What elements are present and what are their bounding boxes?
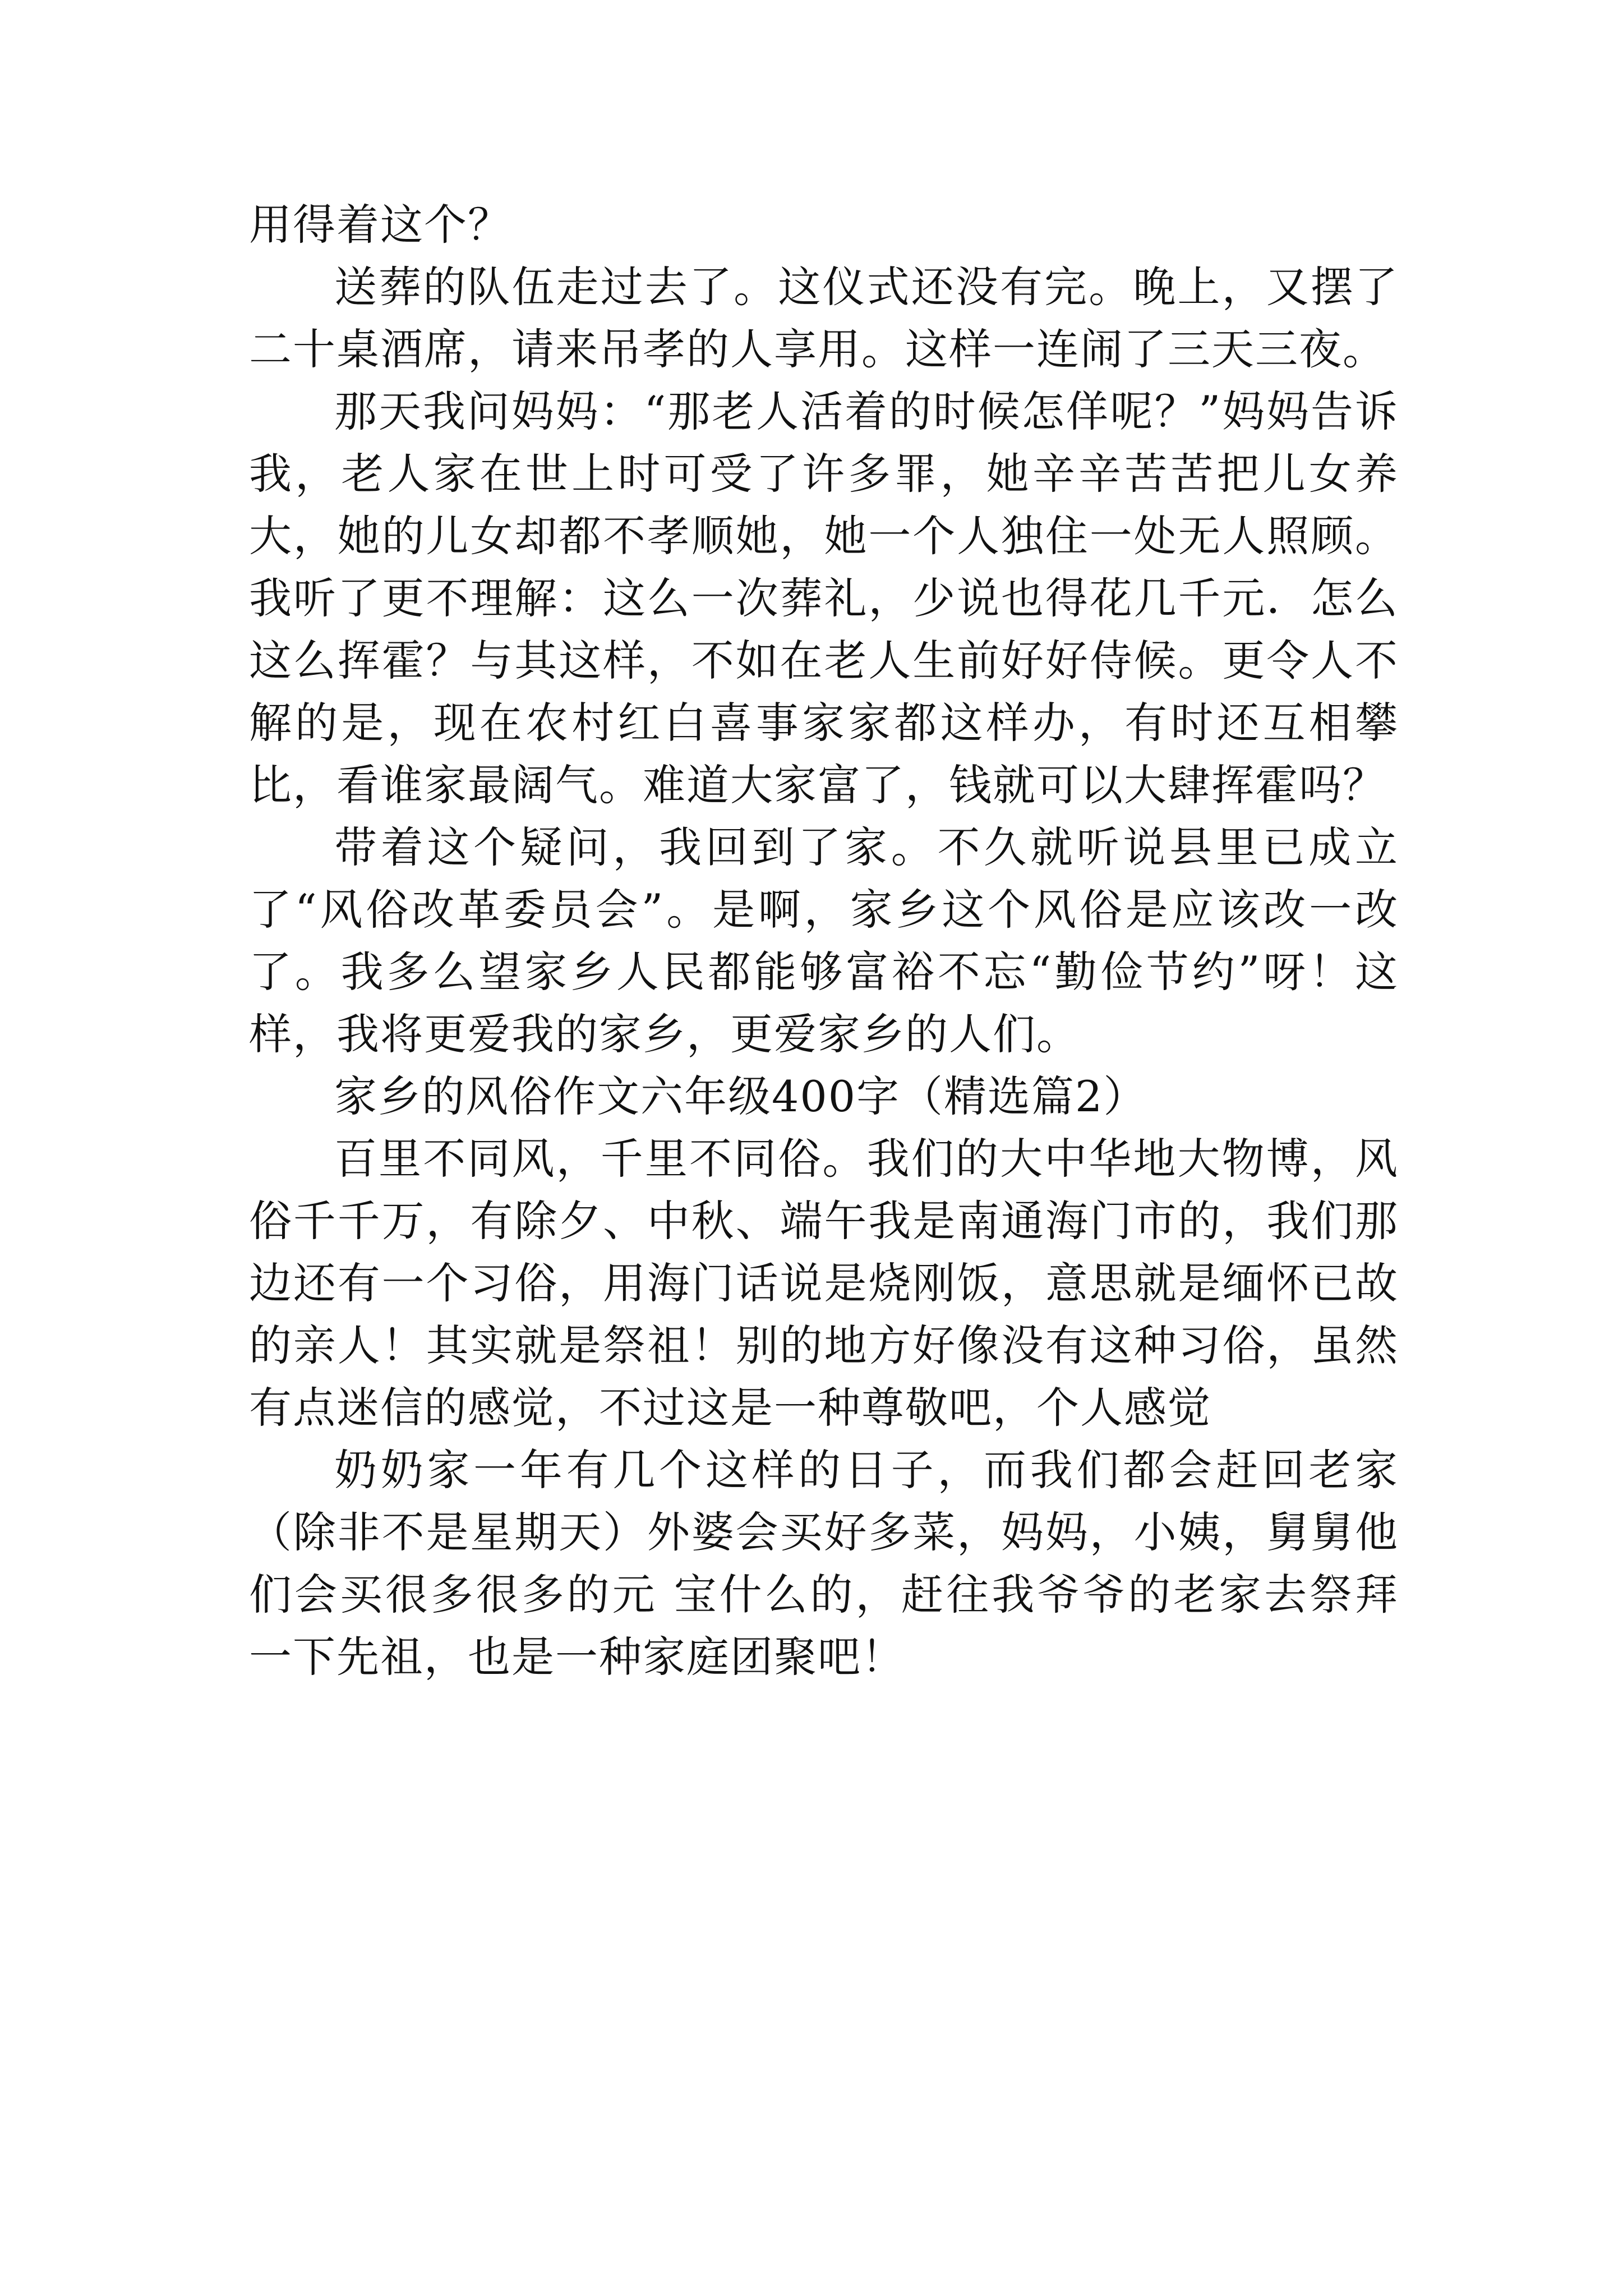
paragraph-funeral-procession: 送葬的队伍走过去了。这仪式还没有完。晚上，又摆了二十桌酒席，请来吊孝的人享用。这样一连闹了三天三夜。 <box>249 262 1399 374</box>
article-body <box>249 194 1399 1688</box>
paragraph-asking-mother: 那天我问妈妈：“那老人活着的时候怎佯呢？”妈妈告诉我，老人家在世上时可受了许多罪，她辛辛苦苦把儿女养大，她的儿女却都不孝顺她，她一个人独住一处无人照顾。我听了更不理解：这么一次葬礼，少说也得花几千元．怎么这么挥霍？与其这样，不如在老人生前好好侍候。更令人不解的是，现在农村红白喜事家家都这样办，有时还互相攀比，看谁家最阔气。难道大家富了，钱就可以大肆挥霍吗？ <box>249 386 1399 810</box>
paragraph-reform-committee: 带着这个疑问，我回到了家。不久就听说县里已成立了“风俗改革委员会”。是啊，家乡这个风俗是应该改一改了。我多么望家乡人民都能够富裕不忘“勤俭节约”呀！这样，我将更爱我的家乡，更爱家乡的人们。 <box>249 822 1399 1059</box>
paragraph-family-gathering: 奶奶家一年有几个这样的日子，而我们都会赶回老家（除非不是星期天）外婆会买好多菜，妈妈，小姨，舅舅他们会买很多很多的元 宝什么的，赶往我爷爷的老家去祭拜一下先祖，也是一种家庭团聚吧！ <box>249 1445 1399 1682</box>
section-heading: 家乡的风俗作文六年级400字（精选篇2） <box>334 1071 1147 1121</box>
paragraph-local-custom: 百里不同风，千里不同俗。我们的大中华地大物博，风俗千千万，有除夕、中秋、端午我是南通海门市的，我们那边还有一个习俗，用海门话说是烧刚饭，意思就是缅怀已故的亲人！其实就是祭祖！别的地方好像没有这种习俗，虽然有点迷信的感觉，不过这是一种尊敬吧，个人感觉 <box>249 1134 1399 1433</box>
paragraph-continuation: 用得着这个？ <box>249 200 511 250</box>
